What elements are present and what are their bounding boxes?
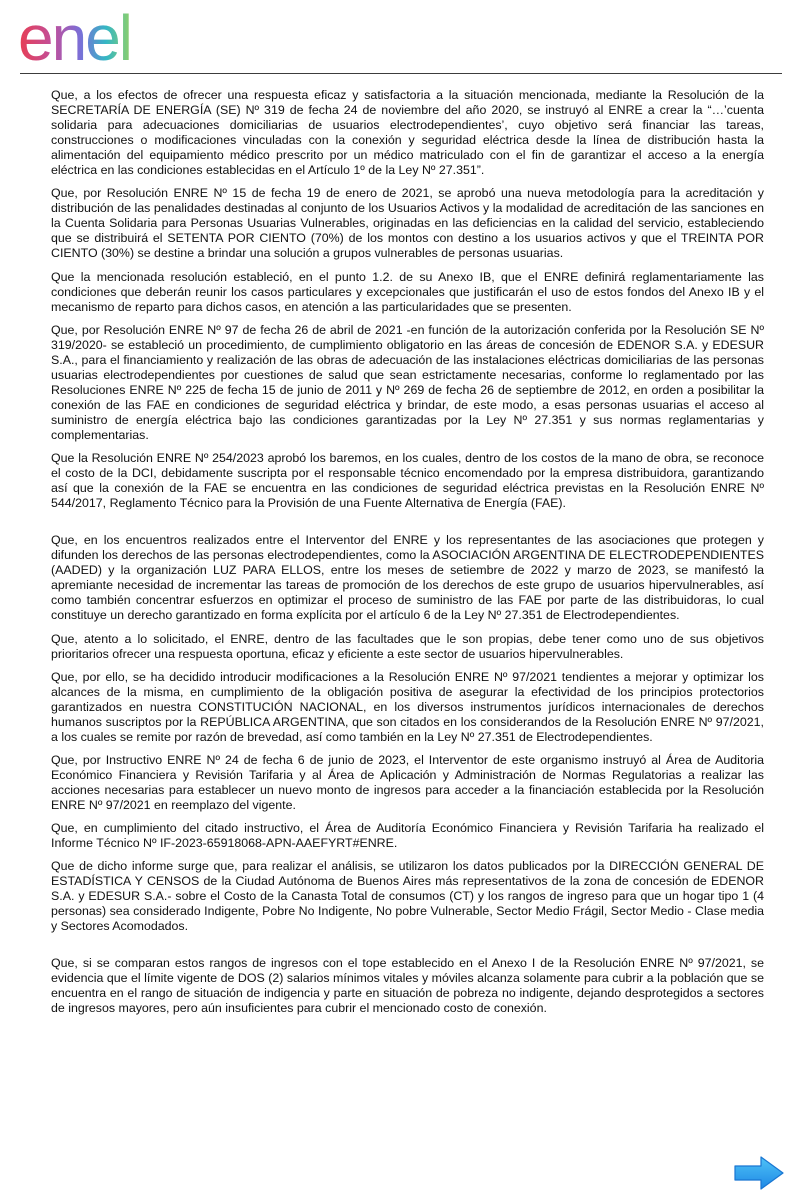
paragraph: Que, por Resolución ENRE Nº 97 de fecha 26 de abril de 2021 -en función de la autorización conferida por la Resolución SE Nº 319/2020- se estableció un procedimiento, de cumplimiento obligatorio en las áreas de concesión de EDENOR S.A. y EDESUR S.A., para el financiamiento y realización de las obras de adecuación de las instalaciones eléctricas domiciliarias de las personas usuarias electrodependientes por cuestiones de salud que sean estrictamente necesarias, conforme lo reglamentado por las Resoluciones ENRE Nº 225 de fecha 15 de junio de 2011 y Nº 269 de fecha 26 de septiembre de 2012, en orden a posibilitar la conexión de las FAE en condiciones de seguridad eléctrica y brindar, de este modo, a esas personas usuarias el acceso al suministro de energía eléctrica bajo las condiciones garantizadas por la Ley Nº 27.351 y sus normas reglamentarias y complementarias. (51, 322, 764, 442)
paragraph: Que, en cumplimiento del citado instructivo, el Área de Auditoría Económico Financiera y Revisión Tarifaria ha realizado el Informe Técnico Nº IF-2023-65918068-APN-AAEFYRT#ENRE. (51, 821, 764, 851)
paragraph: Que, si se comparan estos rangos de ingresos con el tope establecido en el Anexo I de la Resolución ENRE Nº 97/2021, se evidencia que el límite vigente de DOS (2) salarios mínimos vitales y móviles alcanza solamente para cubrir a la población que se encuentra en el rango de situación de indigencia y parte en situación de pobreza no indigente, dejando desprotegidos a sectores de ingresos mayores, pero aún insuficientes para cubrir el mencionado costo de conexión. (51, 956, 764, 1016)
paragraph: Que, en los encuentros realizados entre el Interventor del ENRE y los representantes de las asociaciones que protegen y difunden los derechos de las personas electrodependientes, como la ASOCIACIÓN ARGENTINA DE ELECTRODEPENDIENTES (AADED) y la organización LUZ PARA ELLOS, entre los meses de setiembre de 2022 y marzo de 2023, se manifestó la apremiante necesidad de incrementar las tareas de promoción de los derechos de este grupo de usuarios hipervulnerables, así como también concentrar esfuerzos en optimizar el proceso de suministro de las FAE por parte de las distribuidoras, lo cual constituye un derecho garantizado en forma explícita por el artículo 6 de la Ley Nº 27.351 de Electrodependientes. (51, 533, 764, 623)
page-header (0, 0, 800, 76)
paragraph: Que de dicho informe surge que, para realizar el análisis, se utilizaron los datos publicados por la DIRECCIÓN GENERAL DE ESTADÍSTICA Y CENSOS de la Ciudad Autónoma de Buenos Aires más representativos de la zona de concesión de EDENOR S.A. y EDESUR S.A.- sobre el Costo de la Canasta Total de consumos (CT) y los rangos de ingreso para que un hogar tipo 1 (4 personas) sea considerado Indigente, Pobre No Indigente, No pobre Vulnerable, Sector Medio Frágil, Sector Medio - Clase media y Sectores Acomodados. (51, 859, 764, 934)
paragraph: Que la mencionada resolución estableció, en el punto 1.2. de su Anexo IB, que el ENRE definirá reglamentariamente las condiciones que deberán reunir los casos particulares y excepcionales que justificarán el uso de estos fondos del Anexo IB y el mecanismo de reparto para dichos casos, en atención a las particularidades que se presenten. (51, 269, 764, 314)
svg-text:enel: enel (18, 4, 131, 70)
paragraph: Que, a los efectos de ofrecer una respuesta eficaz y satisfactoria a la situación mencionada, mediante la Resolución de la SECRETARÍA DE ENERGÍA (SE) Nº 319 de fecha 24 de noviembre del año 2020, se instruyó al ENRE a crear la “…’cuenta solidaria para adecuaciones domiciliarias de usuarios electrodependientes’, cuyo objetivo será financiar las tareas, construcciones o modificaciones vinculadas con la conexión y seguridad eléctrica desde la línea de distribución hasta la alimentación del equipamiento médico prescrito por un médico matriculado con el fin de garantizar el acceso a la energía eléctrica en las condiciones establecidas en el Artículo 1º de la Ley Nº 27.351”. (51, 88, 764, 178)
arrow-right-icon[interactable] (733, 1154, 785, 1192)
paragraph: Que, por ello, se ha decidido introducir modificaciones a la Resolución ENRE Nº 97/2021 tendientes a mejorar y optimizar los alcances de la misma, en cumplimiento de la obligación positiva de asegurar la efectividad de los principios protectorios garantizados en nuestra CONSTITUCIÓN NACIONAL, en los diversos instrumentos jurídicos internacionales de derechos humanos suscriptos por la REPÚBLICA ARGENTINA, que son citados en los considerandos de la Resolución ENRE Nº 97/2021, a los cuales se remite por razón de brevedad, así como también en la Ley Nº 27.351 de Electrodependientes. (51, 669, 764, 744)
paragraph: Que, atento a lo solicitado, el ENRE, dentro de las facultades que le son propias, debe tener como uno de sus objetivos prioritarios ofrecer una respuesta oportuna, eficaz y eficiente a este sector de usuarios hipervulnerables. (51, 631, 764, 661)
document-body (51, 88, 764, 1025)
paragraph: Que la Resolución ENRE Nº 254/2023 aprobó los baremos, en los cuales, dentro de los costos de la mano de obra, se reconoce el costo de la DCI, debidamente suscripta por el responsable técnico encomendado por la empresa distribuidora, garantizando así que la conexión de la FAE se encuentra en las condiciones de seguridad eléctrica previstas en la Resolución ENRE Nº 544/2017, Reglamento Técnico para la Provisión de una Fuente Alternativa de Energía (FAE). (51, 451, 764, 511)
enel-logo (16, 4, 186, 70)
paragraph: Que, por Resolución ENRE Nº 15 de fecha 19 de enero de 2021, se aprobó una nueva metodología para la acreditación y distribución de las penalidades destinadas al conjunto de los Usuarios Activos y la modalidad de acreditación de las sanciones en la Cuenta Solidaria para Personas Usuarias Vulnerables, originadas en las deficiencias en la calidad del servicio, estableciendo que se distribuirá el SETENTA POR CIENTO (70%) de los montos con destino a los usuarios activos y que el TREINTA POR CIENTO (30%) se destine a brindar una solución a grupos vulnerables de personas usuarias. (51, 186, 764, 261)
paragraph: Que, por Instructivo ENRE Nº 24 de fecha 6 de junio de 2023, el Interventor de este organismo instruyó al Área de Auditoria Económico Financiera y Revisión Tarifaria y al Área de Aplicación y Administración de Normas Regulatorias a realizar las acciones necesarias para establecer un nuevo monto de ingresos para acceder a la financiación establecida por la Resolución ENRE Nº 97/2021 en reemplazo del vigente. (51, 752, 764, 812)
header-divider (20, 73, 782, 74)
